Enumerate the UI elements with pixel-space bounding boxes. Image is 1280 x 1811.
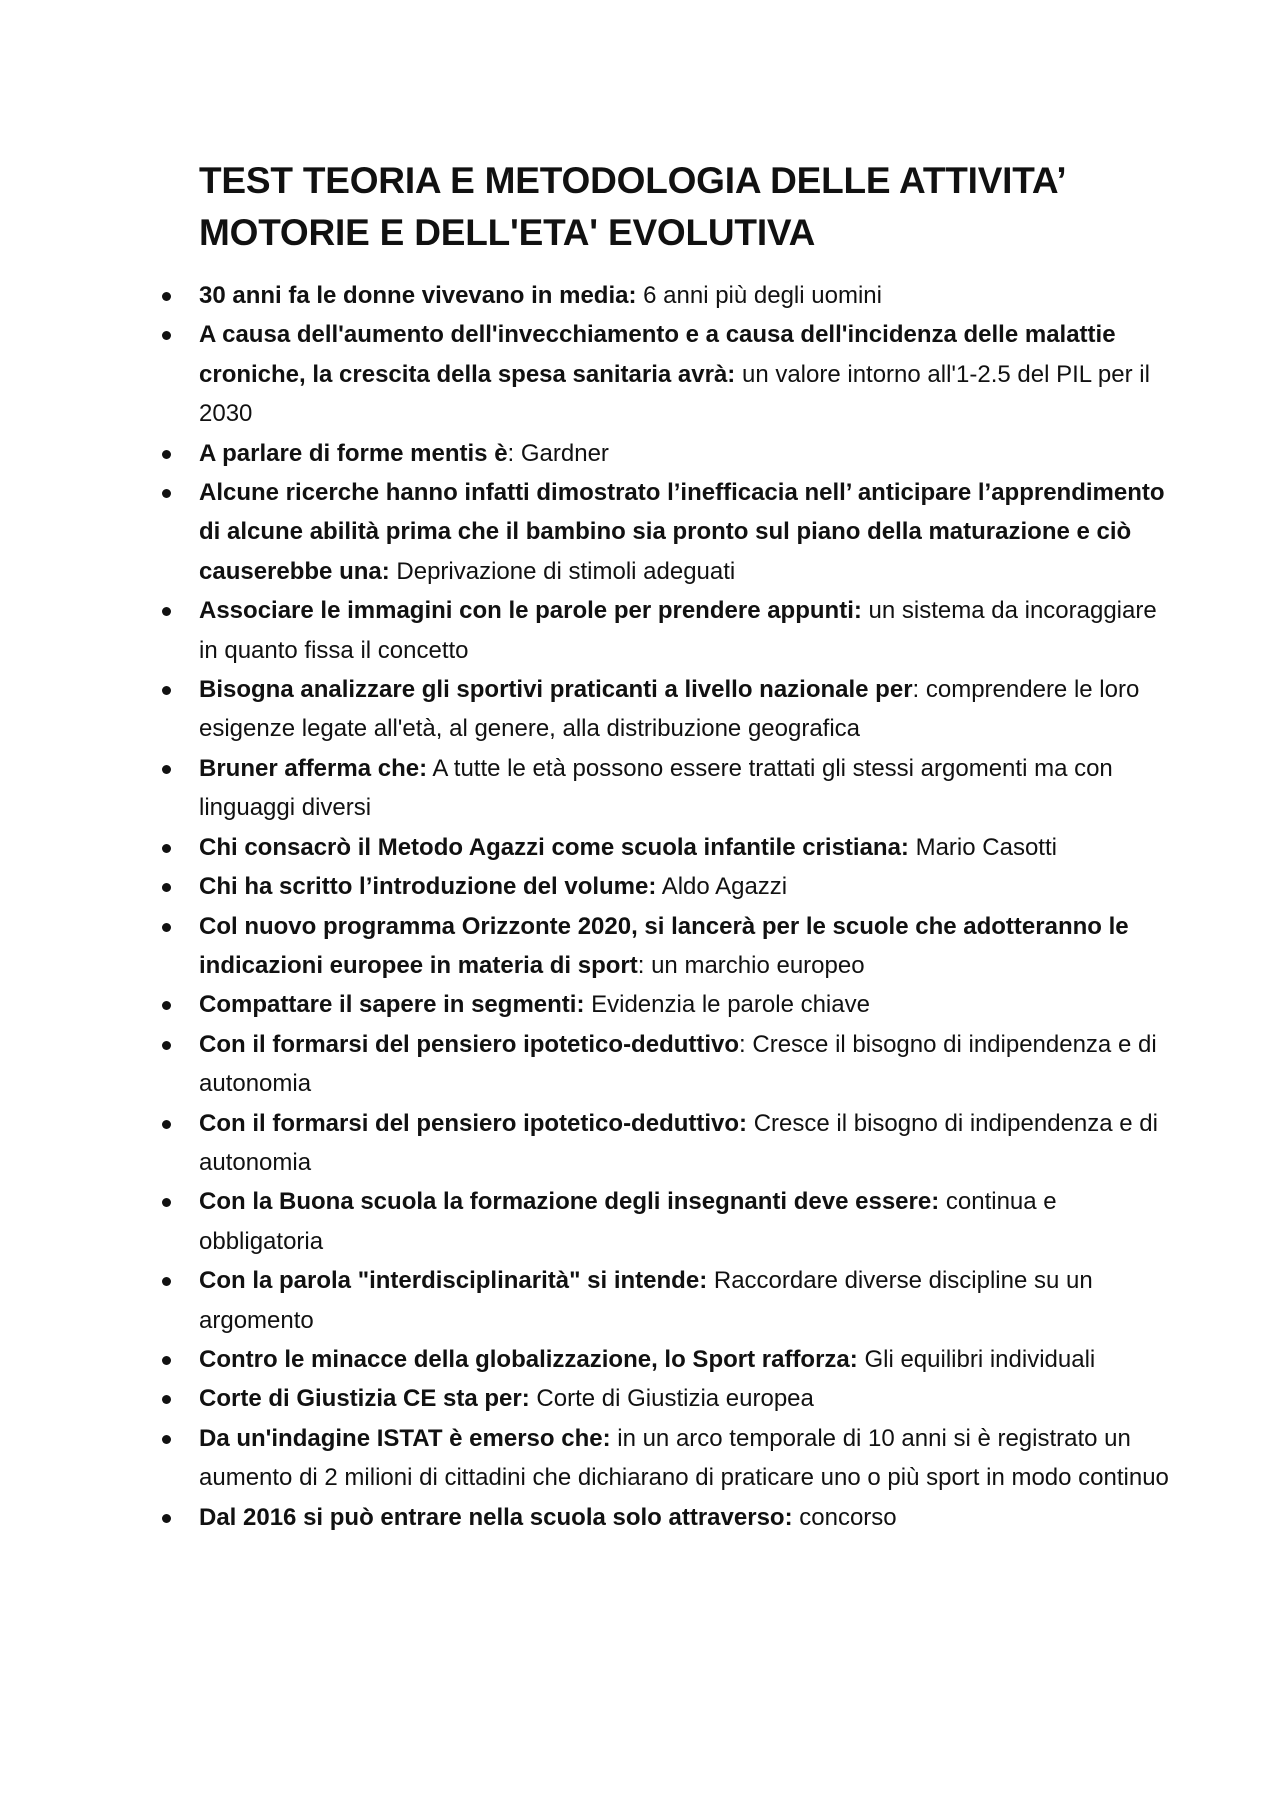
list-item — [199, 315, 1169, 433]
question-text: Chi consacrò il Metodo Agazzi come scuola infantile cristiana: — [199, 833, 909, 861]
bullet-icon — [162, 1356, 171, 1365]
bullet-icon — [162, 1041, 171, 1050]
bullet-icon — [162, 686, 171, 695]
question-text: Con il formarsi del pensiero ipotetico-deduttivo — [199, 1030, 740, 1058]
answer-text: Mario Casotti — [908, 833, 1057, 861]
question-text: Con la Buona scuola la formazione degli insegnanti deve essere: — [199, 1188, 940, 1216]
bullet-icon — [162, 1277, 171, 1286]
document-title: TEST TEORIA E METODOLOGIA DELLE ATTIVITA’ MOTORIE E DELL'ETA' EVOLUTIVA — [199, 160, 1065, 253]
bullet-icon — [162, 1395, 171, 1404]
bullet-icon — [162, 489, 171, 498]
answer-text: : comprendere le loro esigenze legate all'età, al genere, alla distribuzione geografica — [199, 676, 1140, 743]
question-text: Alcune ricerche hanno infatti dimostrato l’inefficacia nell’ anticipare l’apprendimento di alcune abilità prima che il bambino sia pronto sul piano della maturazione e ciò causerebbe una: — [199, 479, 1165, 585]
question-text: Contro le minacce della globalizzazione, lo Sport rafforza: — [199, 1345, 858, 1373]
answer-text: Aldo Agazzi — [656, 873, 788, 901]
answer-text: concorso — [792, 1503, 897, 1531]
question-text: Da un'indagine ISTAT è emerso che: — [199, 1424, 611, 1452]
bullet-icon — [162, 292, 171, 301]
list-item — [199, 276, 1169, 315]
bullet-icon — [162, 883, 171, 892]
list-item — [199, 1025, 1169, 1104]
bullet-icon — [162, 765, 171, 774]
bullet-icon — [162, 1001, 171, 1010]
list-item — [199, 1261, 1169, 1340]
list-item — [199, 828, 1169, 867]
list-item — [199, 907, 1169, 986]
bullet-icon — [162, 844, 171, 853]
list-item — [199, 985, 1169, 1024]
question-text: Associare le immagini con le parole per prendere appunti: — [199, 597, 862, 625]
bullet-icon — [162, 1198, 171, 1207]
answer-text: in un arco temporale di 10 anni si è registrato un aumento di 2 milioni di cittadini che dichiarano di praticare uno o più sport in modo continuo — [199, 1424, 1169, 1492]
list-item — [199, 867, 1169, 906]
list-item — [199, 591, 1169, 670]
list-item — [199, 1182, 1169, 1261]
answer-text: Evidenzia le parole chiave — [584, 991, 870, 1019]
question-text: Chi ha scritto l’introduzione del volume: — [199, 873, 657, 901]
answer-text: Raccordare diverse discipline su un argomento — [199, 1267, 1093, 1334]
answer-text: Deprivazione di stimoli adeguati — [389, 557, 736, 585]
question-answer-list — [199, 276, 1169, 1537]
list-item — [199, 670, 1169, 749]
bullet-icon — [162, 1120, 171, 1129]
question-text: 30 anni fa le donne vivevano in media: — [199, 282, 637, 309]
question-text: A parlare di forme mentis è — [199, 439, 508, 467]
answer-text: A tutte le età possono essere trattati gli stessi argomenti ma con linguaggi diversi — [199, 754, 1113, 822]
list-item — [199, 473, 1169, 591]
bullet-icon — [162, 923, 171, 932]
bullet-icon — [162, 1514, 171, 1523]
answer-text: Gli equilibri individuali — [857, 1345, 1096, 1373]
list-item — [199, 434, 1169, 473]
answer-text: un valore intorno all'1-2.5 del PIL per il 2030 — [199, 360, 1150, 428]
question-text: Corte di Giustizia CE sta per: — [199, 1385, 530, 1413]
answer-text: 6 anni più degli uomini — [636, 282, 882, 309]
bullet-icon — [162, 1435, 171, 1444]
question-text: Con il formarsi del pensiero ipotetico-deduttivo: — [199, 1109, 748, 1137]
list-item — [199, 749, 1169, 828]
list-item — [199, 1498, 1169, 1537]
bullet-icon — [162, 450, 171, 459]
question-text: Bisogna analizzare gli sportivi praticanti a livello nazionale per — [199, 676, 913, 704]
answer-text: : un marchio europeo — [637, 951, 865, 979]
bullet-icon — [162, 331, 171, 340]
answer-text: un sistema da incoraggiare in quanto fissa il concetto — [199, 597, 1157, 664]
list-item — [199, 1104, 1169, 1183]
question-text: Dal 2016 si può entrare nella scuola solo attraverso: — [199, 1503, 793, 1531]
question-text: Col nuovo programma Orizzonte 2020, si lancerà per le scuole che adotteranno le indicazioni europee in materia di sport — [199, 912, 1129, 979]
question-text: Bruner afferma che: — [199, 754, 428, 782]
bullet-icon — [162, 607, 171, 616]
answer-text: : Cresce il bisogno di indipendenza e di autonomia — [199, 1030, 1157, 1098]
question-text: Con la parola "interdisciplinarità" si intende: — [199, 1267, 708, 1295]
answer-text: continua e obbligatoria — [199, 1188, 1057, 1255]
list-item — [199, 1419, 1169, 1498]
answer-text: Corte di Giustizia europea — [529, 1385, 814, 1413]
list-item — [199, 1340, 1169, 1379]
list-item — [199, 1379, 1169, 1418]
question-text: Compattare il sapere in segmenti: — [199, 991, 585, 1019]
answer-text: : Gardner — [507, 439, 609, 467]
answer-text: Cresce il bisogno di indipendenza e di autonomia — [199, 1109, 1158, 1176]
question-text: A causa dell'aumento dell'invecchiamento e a causa dell'incidenza delle malattie croniche, la crescita della spesa sanitaria avrà: — [199, 321, 1116, 388]
